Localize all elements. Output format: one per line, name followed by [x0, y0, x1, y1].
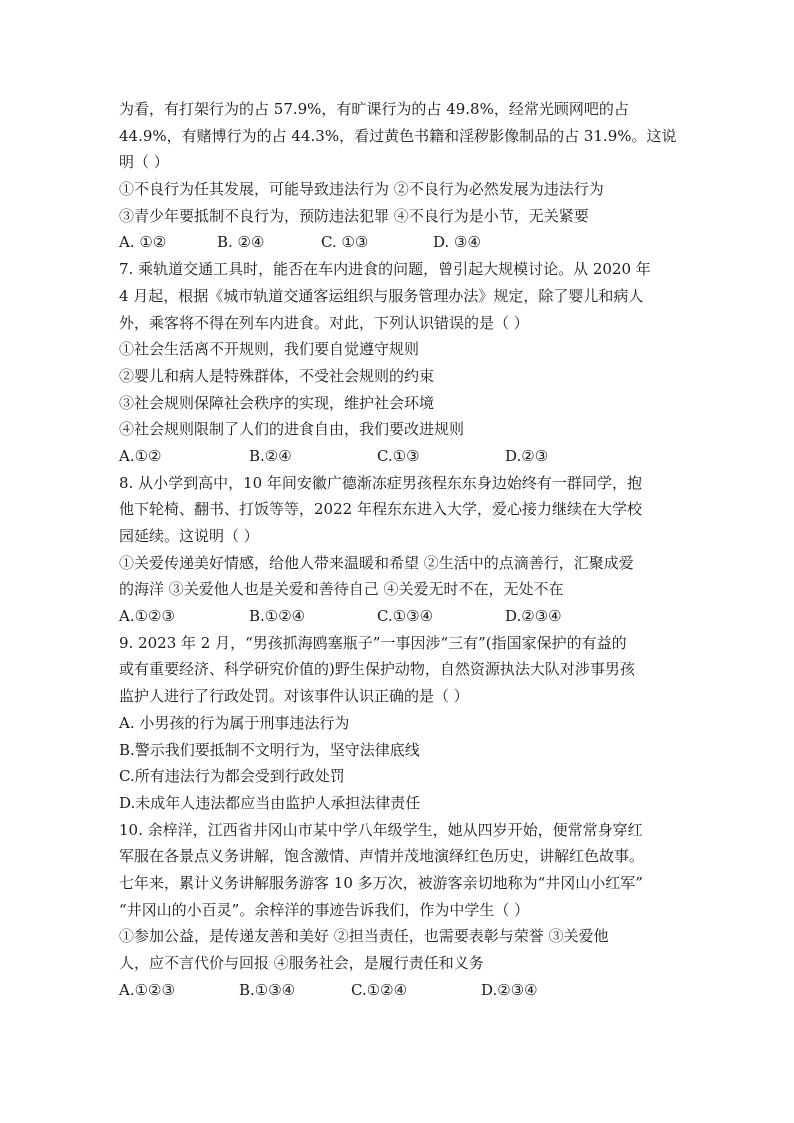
answer-options: [119, 977, 679, 1004]
option-b[interactable]: B.警示我们要抵制不文明行为，坚守法律底线: [119, 740, 420, 759]
option-c[interactable]: C.所有违法行为都会受到行政处罚: [119, 767, 345, 786]
question-text-line: 监护人进行了行政处罚。对该事件认识正确的是（ ）: [119, 687, 469, 706]
question-8: [119, 470, 679, 630]
option-b[interactable]: B. ②④: [217, 233, 265, 252]
option-d[interactable]: D. ③④: [433, 233, 481, 252]
question-text-line: 10. 余梓洋，江西省井冈山市某中学八年级学生，她从四岁开始，便常常身穿红: [119, 820, 643, 839]
option-d[interactable]: D.②③④: [505, 607, 562, 626]
option-a[interactable]: A.①②③: [119, 980, 175, 999]
question-10: [119, 817, 679, 1004]
option-b[interactable]: B.②④: [249, 446, 292, 465]
answer-options: [119, 443, 679, 470]
statement-line: 人，应不言代价与回报 ④服务社会，是履行责任和义务: [119, 954, 484, 972]
question-text-line: 为看，有打架行为的占 57.9%，有旷课行为的占 49.8%，经常光顾网吧的占: [119, 100, 629, 118]
question-6-tail: [119, 96, 679, 256]
question-text-line: 他下轮椅、翻书、打饭等等，2022 年程东东进入大学，爱心接力继续在大学校: [119, 500, 642, 519]
question-text-line: 7. 乘轨道交通工具时，能否在车内进食的问题，曾引起大规模讨论。从 2020 年: [119, 260, 651, 279]
option-b[interactable]: B.①②④: [249, 607, 306, 626]
statement-line: ①参加公益，是传递友善和美好 ②担当责任，也需要表彰与荣誉 ③关爱他: [119, 927, 609, 946]
option-a[interactable]: A. ①②: [119, 233, 167, 252]
option-c[interactable]: C.①③: [377, 446, 420, 465]
option-c[interactable]: C.①③④: [377, 607, 434, 626]
question-text-line: “井冈山的小百灵”。余梓洋的事迹告诉我们，作为中学生（ ）: [119, 900, 530, 919]
question-text-line: 明（ ）: [119, 153, 169, 172]
statement-line: ①关爱传递美好情感，给他人带来温暖和希望 ②生活中的点滴善行，汇聚成爱: [119, 553, 634, 572]
question-text-line: 8. 从小学到高中，10 年间安徽广德渐冻症男孩程东东身边始终有一群同学，抱: [119, 473, 642, 492]
question-9: [119, 630, 679, 817]
question-text-line: 44.9%，有赌博行为的占 44.3%，看过黄色书籍和淫秽影像制品的占 31.9%。这说: [119, 126, 677, 145]
question-text-line: 七年来，累计义务讲解服务游客 10 多万次，被游客亲切地称为“井冈山小红军”: [119, 873, 643, 892]
question-7: [119, 256, 679, 470]
statement-line: ③青少年要抵制不良行为，预防违法犯罪 ④不良行为是小节，无关紧要: [119, 206, 589, 225]
statement-line: ①不良行为任其发展，可能导致违法行为 ②不良行为必然发展为违法行为: [119, 180, 604, 199]
option-d[interactable]: D.②③④: [481, 980, 538, 999]
option-d[interactable]: D.②③: [505, 446, 549, 465]
question-text-line: 9. 2023 年 2 月，“男孩抓海鸥塞瓶子”一事因涉“三有”(指国家保护的有益的: [119, 633, 627, 652]
statement-line: ②婴儿和病人是特殊群体，不受社会规则的约束: [119, 366, 435, 385]
option-b[interactable]: B.①③④: [239, 980, 296, 999]
exam-page: [119, 96, 679, 1003]
option-a[interactable]: A.①②③: [119, 607, 175, 626]
question-text-line: 或有重要经济、科学研究价值的)野生保护动物，自然资源执法大队对涉事男孩: [119, 660, 635, 679]
statement-line: 的海洋 ③关爱他人也是关爱和善待自己 ④关爱无时不在，无处不在: [119, 580, 564, 599]
question-text-line: 园延续。这说明（ ）: [119, 527, 259, 545]
statement-line: ④社会规则限制了人们的进食自由，我们要改进规则: [119, 420, 465, 439]
option-a[interactable]: A.①②: [119, 446, 162, 465]
option-a[interactable]: A. 小男孩的行为属于刑事违法行为: [119, 713, 350, 732]
option-c[interactable]: C.①②④: [351, 980, 408, 999]
question-text-line: 军服在各景点义务讲解，饱含激情、声情并茂地演绎红色历史，讲解红色故事。: [119, 847, 645, 866]
answer-options: [119, 603, 679, 630]
statement-line: ①社会生活离不开规则，我们要自觉遵守规则: [119, 340, 420, 359]
question-text-line: 4 月起，根据《城市轨道交通客运组织与服务管理办法》规定，除了婴儿和病人: [119, 286, 644, 305]
answer-options: [119, 229, 679, 256]
option-d[interactable]: D.未成年人违法都应当由监护人承担法律责任: [119, 793, 421, 812]
option-c[interactable]: C. ①③: [321, 233, 369, 252]
statement-line: ③社会规则保障社会秩序的实现，维护社会环境: [119, 393, 435, 412]
question-text-line: 外，乘客将不得在列车内进食。对此，下列认识错误的是（ ）: [119, 313, 529, 332]
